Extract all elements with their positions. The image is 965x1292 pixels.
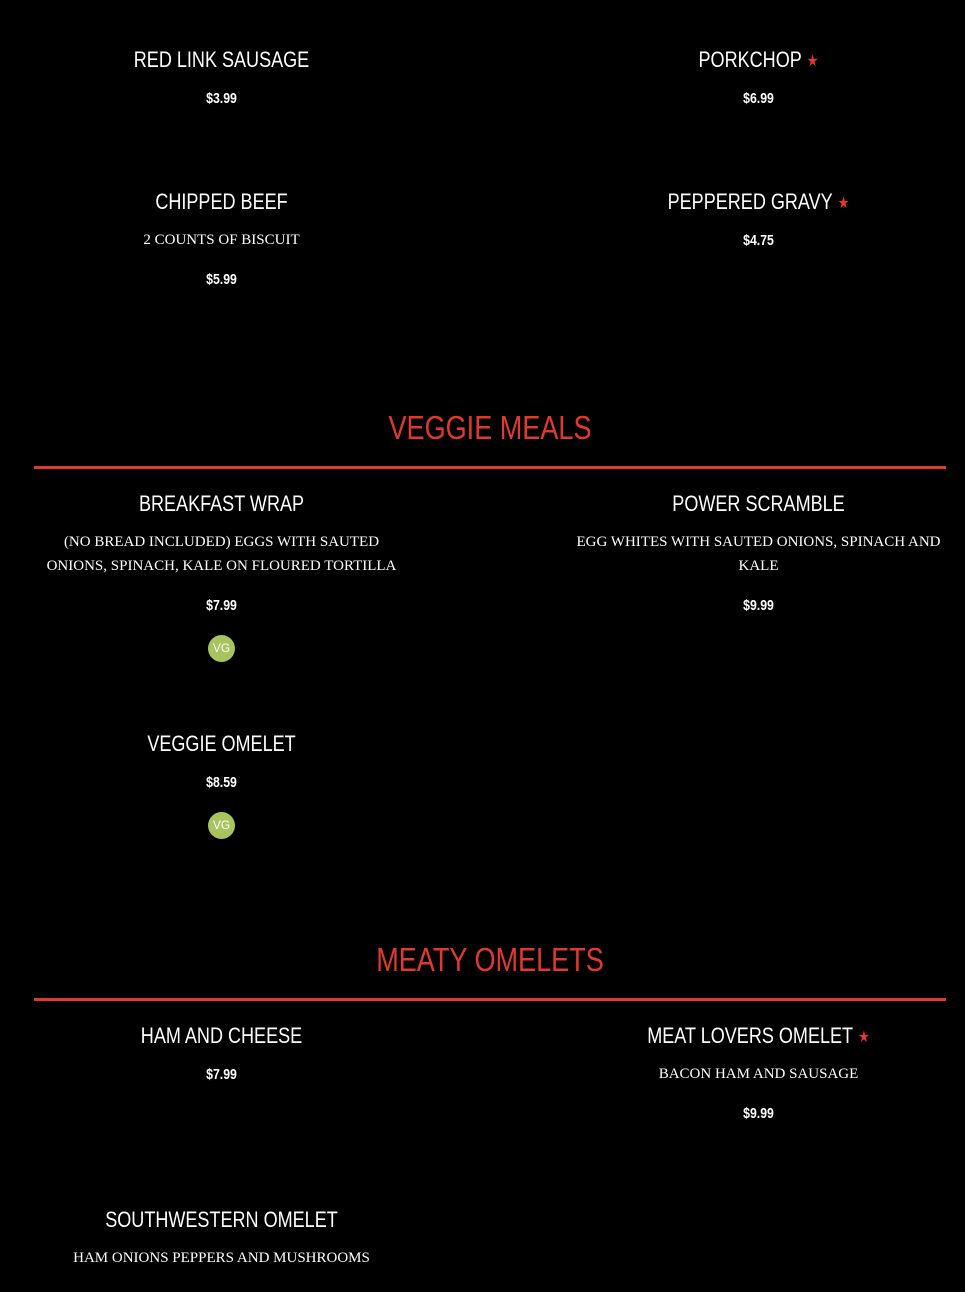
item-name [604,188,913,216]
menu-item-southwestern-omelet [33,1206,410,1270]
item-name-text: MEAT LOVERS OMELET [647,1023,854,1048]
item-description: (NO BREAD INCLUDED) EGGS WITH SAUTED ONIONS, SPINACH, KALE ON FLOURED TORTILLA [46,534,397,574]
section-divider [34,466,946,469]
item-name [604,1022,913,1050]
menu-item-meat-lovers-omelet [570,1022,947,1124]
section-title-veggie: VEGGIE MEALS [388,409,592,446]
section-divider [34,998,946,1001]
item-name: SOUTHWESTERN OMELET [105,1207,338,1232]
menu-item-red-link-sausage [33,46,410,109]
star-icon: ★ [837,195,850,212]
star-icon: ★ [806,53,819,70]
item-price: $5.99 [206,271,237,288]
item-price: $9.99 [743,597,774,614]
menu-item-ham-and-cheese [33,1022,410,1085]
menu-item-veggie-omelet [33,730,410,839]
menu-item-peppered-gravy [570,188,947,251]
item-description: EGG WHITES WITH SAUTED ONIONS, SPINACH AND KALE [576,534,941,574]
item-price: $7.99 [206,1066,237,1083]
star-icon: ★ [858,1029,870,1046]
item-name: RED LINK SAUSAGE [133,47,310,72]
menu-item-breakfast-wrap [33,490,410,662]
item-description: HAM ONIONS PEPPERS AND MUSHROOMS [73,1250,370,1266]
item-price: $6.99 [743,90,774,107]
item-name-text: PEPPERED GRAVY [667,189,833,214]
menu-item-chipped-beef [33,188,410,290]
item-price: $4.75 [743,232,774,249]
item-description: BACON HAM AND SAUSAGE [658,1066,859,1082]
item-name: VEGGIE OMELET [147,731,296,756]
item-price: $7.99 [206,597,237,614]
item-price: $3.99 [206,90,237,107]
item-name-text: PORKCHOP [698,47,802,72]
menu-item-power-scramble [570,490,947,616]
item-price: $9.99 [743,1105,774,1122]
item-description: 2 COUNTS OF BISCUIT [143,232,300,248]
vegan-badge-icon: VG [208,635,235,662]
item-name: CHIPPED BEEF [155,189,288,214]
item-price: $8.59 [206,774,237,791]
section-title-meaty: MEATY OMELETS [376,941,604,978]
item-name: POWER SCRAMBLE [672,491,845,516]
item-name [604,46,913,74]
vegan-badge-icon: VG [208,812,235,839]
menu-item-porkchop [570,46,947,109]
item-name: BREAKFAST WRAP [138,491,305,516]
item-name: HAM AND CHEESE [140,1023,303,1048]
